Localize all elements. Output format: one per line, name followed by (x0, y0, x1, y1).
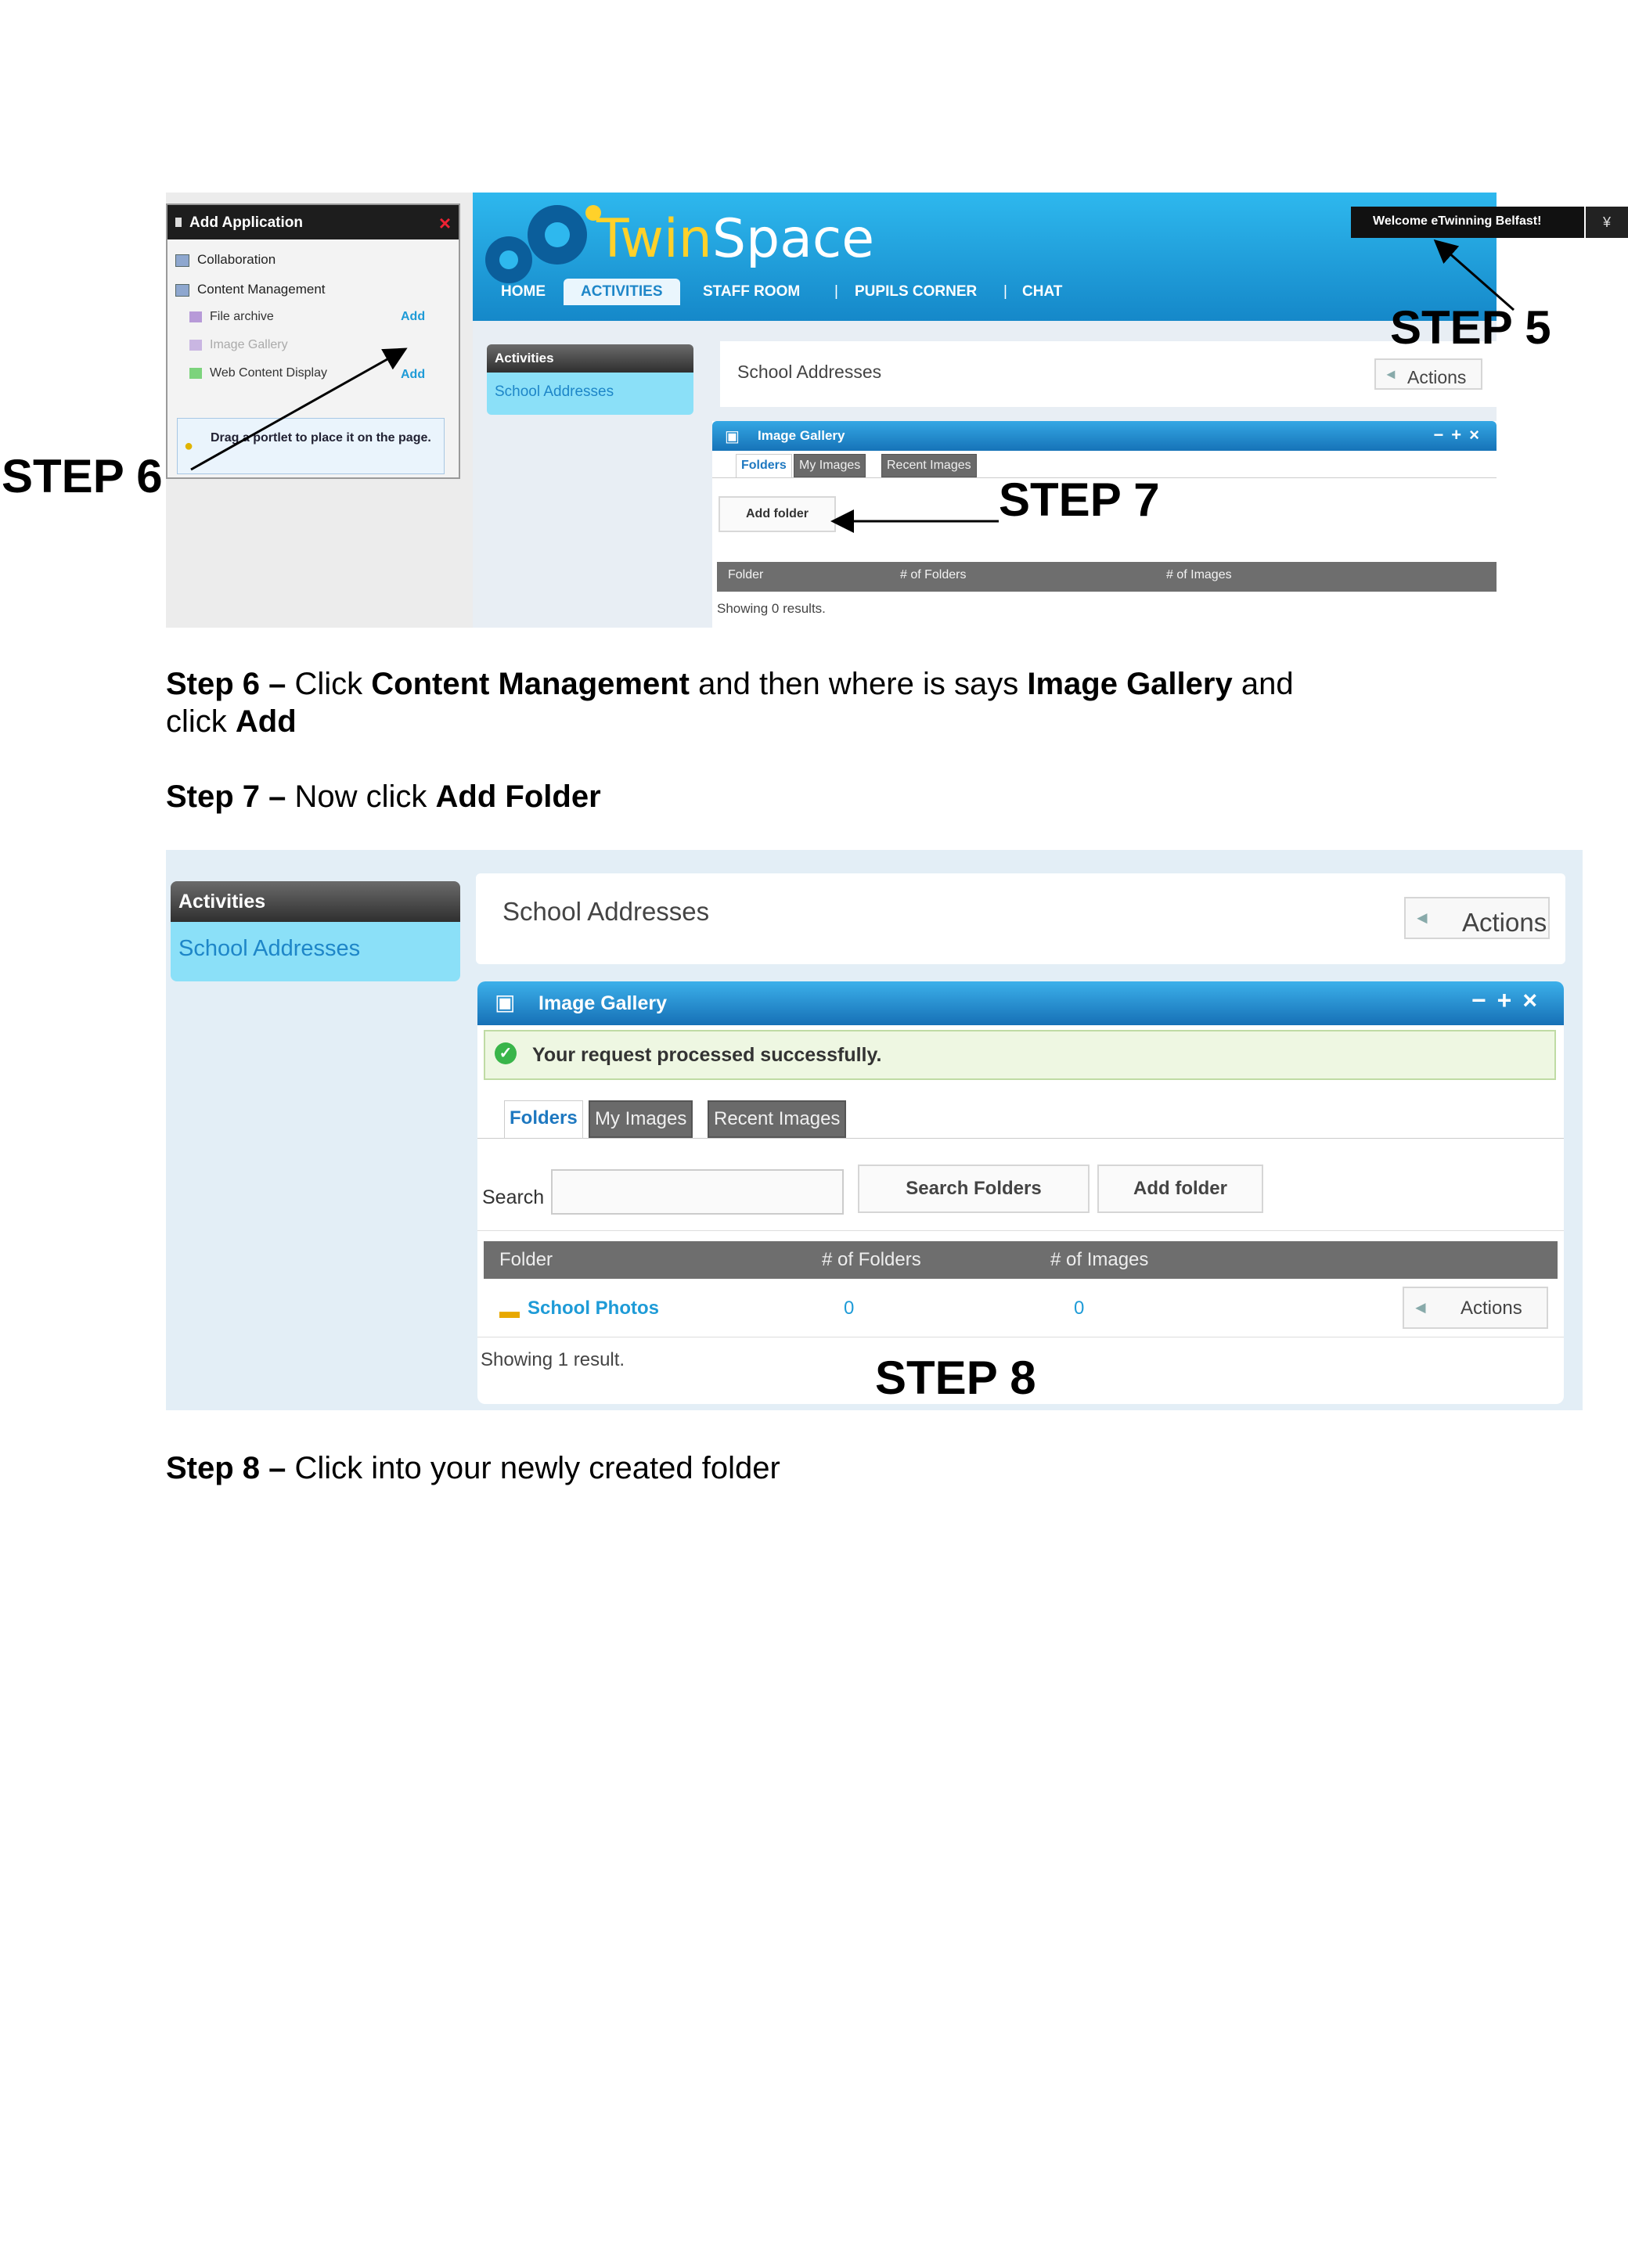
add-file-archive-link[interactable]: Add (401, 310, 426, 323)
step-6-label: STEP 6 (2, 450, 163, 502)
text: click (166, 704, 236, 739)
tab-my-images[interactable]: My Images (589, 1100, 693, 1138)
column-folders-count: # of Folders (822, 1249, 921, 1270)
activity-school-addresses[interactable]: School Addresses (178, 936, 361, 961)
gallery-icon: ▣ (725, 428, 740, 445)
tab-recent-images[interactable]: Recent Images (881, 454, 977, 477)
actions-label: Actions (1407, 367, 1467, 387)
wrench-icon: ◄ (1414, 908, 1431, 927)
nav-separator: | (834, 283, 838, 300)
divider (477, 1138, 1564, 1139)
step-8-instructions (166, 1449, 1418, 1487)
divider (477, 1230, 1564, 1231)
success-message (484, 1030, 1556, 1080)
table-row (484, 1280, 1558, 1334)
step-label: Step 6 – (166, 667, 286, 701)
step-label: Step 7 – (166, 779, 286, 814)
table-header (484, 1241, 1558, 1279)
emphasis: Add Folder (435, 779, 601, 814)
nav-home[interactable]: HOME (501, 283, 546, 300)
nav-activities[interactable]: ACTIVITIES (564, 279, 680, 305)
item-label: Image Gallery (210, 338, 288, 351)
image-gallery-header (477, 981, 1564, 1025)
images-count: 0 (1074, 1298, 1085, 1319)
folder-link-school-photos[interactable]: School Photos (528, 1298, 659, 1319)
hint-text: Drag a portlet to place it on the page. (211, 431, 431, 445)
image-gallery-title: Image Gallery (538, 992, 667, 1014)
text: Click (286, 667, 372, 701)
add-web-content-link[interactable]: Add (401, 368, 426, 381)
window-controls[interactable]: −+× (1433, 425, 1487, 445)
screenshot-folder-created (166, 850, 1583, 1410)
item-label: File archive (210, 310, 274, 323)
school-addresses-title: School Addresses (737, 362, 882, 382)
nav-pupils-corner[interactable]: PUPILS CORNER (855, 283, 978, 300)
check-icon: ✓ (495, 1042, 517, 1064)
step-6-instructions (166, 665, 1418, 740)
search-label: Search (482, 1186, 545, 1208)
nav-separator: | (1003, 283, 1007, 300)
category-label: Content Management (197, 282, 326, 297)
add-folder-button[interactable]: Add folder (719, 496, 836, 532)
emphasis: Content Management (371, 667, 690, 701)
results-status: Showing 0 results. (717, 601, 826, 616)
activity-school-addresses[interactable]: School Addresses (495, 383, 614, 400)
nav-staff-room[interactable]: STAFF ROOM (703, 283, 801, 300)
wrench-icon: ◄ (1384, 366, 1398, 382)
lightbulb-icon: ● (184, 437, 194, 455)
search-folders-button[interactable]: Search Folders (858, 1165, 1090, 1213)
tab-folders[interactable]: Folders (504, 1100, 583, 1138)
text: and (1232, 667, 1294, 701)
step-label: Step 8 – (166, 1451, 286, 1485)
activities-title: Activities (178, 891, 266, 913)
nav-chat[interactable]: CHAT (1022, 283, 1063, 300)
window-controls[interactable]: −+× (1471, 986, 1548, 1014)
image-gallery-portlet (477, 981, 1564, 1404)
results-status: Showing 1 result. (481, 1349, 625, 1370)
text: Now click (286, 779, 436, 814)
column-images-count: # of Images (1166, 568, 1232, 581)
emphasis: Add (235, 704, 297, 739)
item-label: Web Content Display (210, 366, 327, 380)
activities-title: Activities (495, 351, 554, 365)
activities-header (171, 881, 460, 922)
folder-icon: ▬ (499, 1299, 520, 1323)
success-text: Your request processed successfully. (532, 1044, 882, 1066)
wrench-icon: ◄ (1412, 1298, 1429, 1317)
step-8-label: STEP 8 (875, 1352, 1036, 1404)
step-7-label: STEP 7 (999, 473, 1160, 526)
search-input[interactable] (551, 1169, 844, 1215)
logo-part-space: Space (711, 208, 875, 270)
text: and then where is says (689, 667, 1028, 701)
column-images-count: # of Images (1050, 1249, 1149, 1270)
activities-list (171, 922, 460, 981)
column-folder: Folder (499, 1249, 553, 1270)
row-actions-button[interactable] (1403, 1287, 1548, 1329)
welcome-text: Welcome eTwinning Belfast! (1373, 214, 1542, 228)
logo-part-twin: Twin (596, 208, 712, 270)
add-folder-button[interactable]: Add folder (1097, 1165, 1263, 1213)
emphasis: Image Gallery (1027, 667, 1233, 701)
step-7-instructions (166, 778, 1418, 815)
tab-folders[interactable]: Folders (736, 454, 792, 477)
tab-recent-images[interactable]: Recent Images (708, 1100, 846, 1138)
school-addresses-portlet (476, 873, 1565, 964)
add-application-title: Add Application (189, 214, 303, 231)
column-folders-count: # of Folders (900, 568, 967, 581)
school-addresses-title: School Addresses (502, 897, 710, 926)
annotation-arrows (0, 0, 1603, 704)
actions-label: Actions (1461, 1298, 1522, 1319)
category-label: Collaboration (197, 252, 276, 267)
close-icon[interactable]: × (438, 211, 451, 235)
text: Click into your newly created folder (286, 1451, 780, 1485)
image-gallery-title: Image Gallery (758, 428, 845, 443)
tab-my-images[interactable]: My Images (794, 454, 866, 477)
step-5-label: STEP 5 (1390, 301, 1551, 354)
gallery-icon: ▣ (495, 990, 516, 1014)
dropdown-icon[interactable]: ¥ (1586, 207, 1628, 238)
actions-label: Actions (1462, 908, 1547, 937)
folders-count: 0 (844, 1298, 855, 1319)
column-folder: Folder (728, 568, 764, 581)
actions-button[interactable] (1404, 897, 1550, 939)
